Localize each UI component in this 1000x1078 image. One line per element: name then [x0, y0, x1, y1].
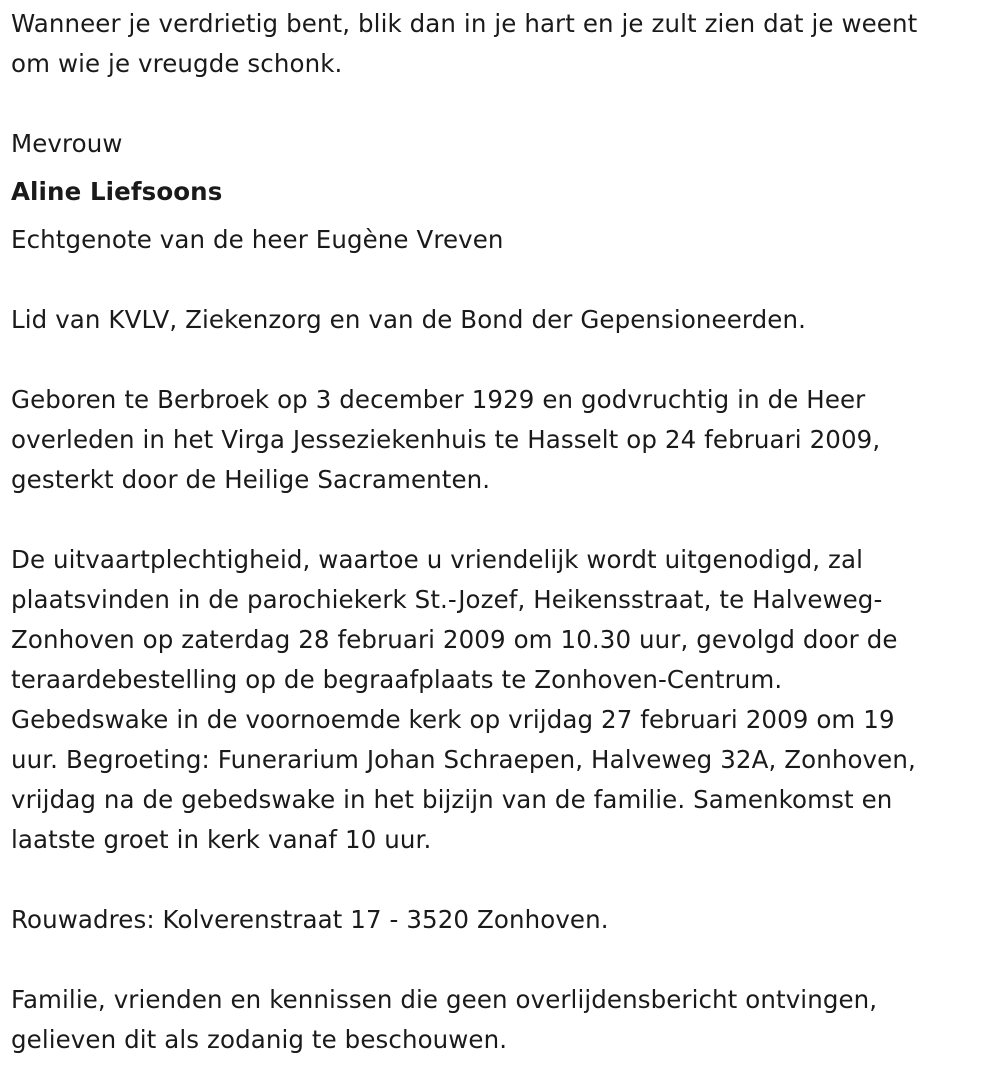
spouse-text: Echtgenote van de heer Eugène Vreven	[11, 225, 504, 254]
notice-line-1: Familie, vrienden en kennissen die geen overlijdensbericht ontvingen,	[11, 985, 878, 1014]
birth-death-line-2: overleden in het Virga Jesseziekenhuis te Hasselt op 24 februari 2009,	[11, 425, 881, 454]
funeral-line-7: vrijdag na de gebedswake in het bijzijn van de familie. Samenkomst en	[11, 785, 893, 814]
spouse-line	[11, 220, 988, 260]
funeral-line-4: teraardebestelling op de begraafplaats te Zonhoven-Centrum.	[11, 665, 783, 694]
quote-line-2: om wie je vreugde schonk.	[11, 49, 343, 78]
funeral-line-8: laatste groet in kerk vanaf 10 uur.	[11, 825, 432, 854]
mourning-address-text: Rouwadres: Kolverenstraat 17 - 3520 Zonhoven.	[11, 905, 609, 934]
mourning-address-paragraph	[11, 900, 988, 940]
funeral-paragraph	[11, 540, 988, 860]
funeral-line-2: plaatsvinden in de parochiekerk St.-Jozef, Heikensstraat, te Halveweg-	[11, 585, 883, 614]
salutation	[11, 124, 988, 164]
memberships-paragraph	[11, 300, 988, 340]
notice-line-2: gelieven dit als zodanig te beschouwen.	[11, 1025, 508, 1054]
memberships-text: Lid van KVLV, Ziekenzorg en van de Bond der Gepensioneerden.	[11, 305, 806, 334]
funeral-line-6: uur. Begroeting: Funerarium Johan Schraepen, Halveweg 32A, Zonhoven,	[11, 745, 916, 774]
deceased-name-text: Aline Liefsoons	[11, 177, 223, 206]
salutation-text: Mevrouw	[11, 129, 123, 158]
birth-death-line-1: Geboren te Berbroek op 3 december 1929 en godvruchtig in de Heer	[11, 385, 866, 414]
birth-death-line-3: gesterkt door de Heilige Sacramenten.	[11, 465, 491, 494]
funeral-line-1: De uitvaartplechtigheid, waartoe u vriendelijk wordt uitgenodigd, zal	[11, 545, 864, 574]
notice-paragraph	[11, 980, 988, 1060]
funeral-line-5: Gebedswake in de voornoemde kerk op vrijdag 27 februari 2009 om 19	[11, 705, 895, 734]
quote-paragraph	[11, 4, 988, 84]
deceased-name	[11, 172, 988, 212]
quote-line-1: Wanneer je verdrietig bent, blik dan in je hart en je zult zien dat je weent	[11, 9, 918, 38]
birth-death-paragraph	[11, 380, 988, 500]
funeral-line-3: Zonhoven op zaterdag 28 februari 2009 om 10.30 uur, gevolgd door de	[11, 625, 898, 654]
